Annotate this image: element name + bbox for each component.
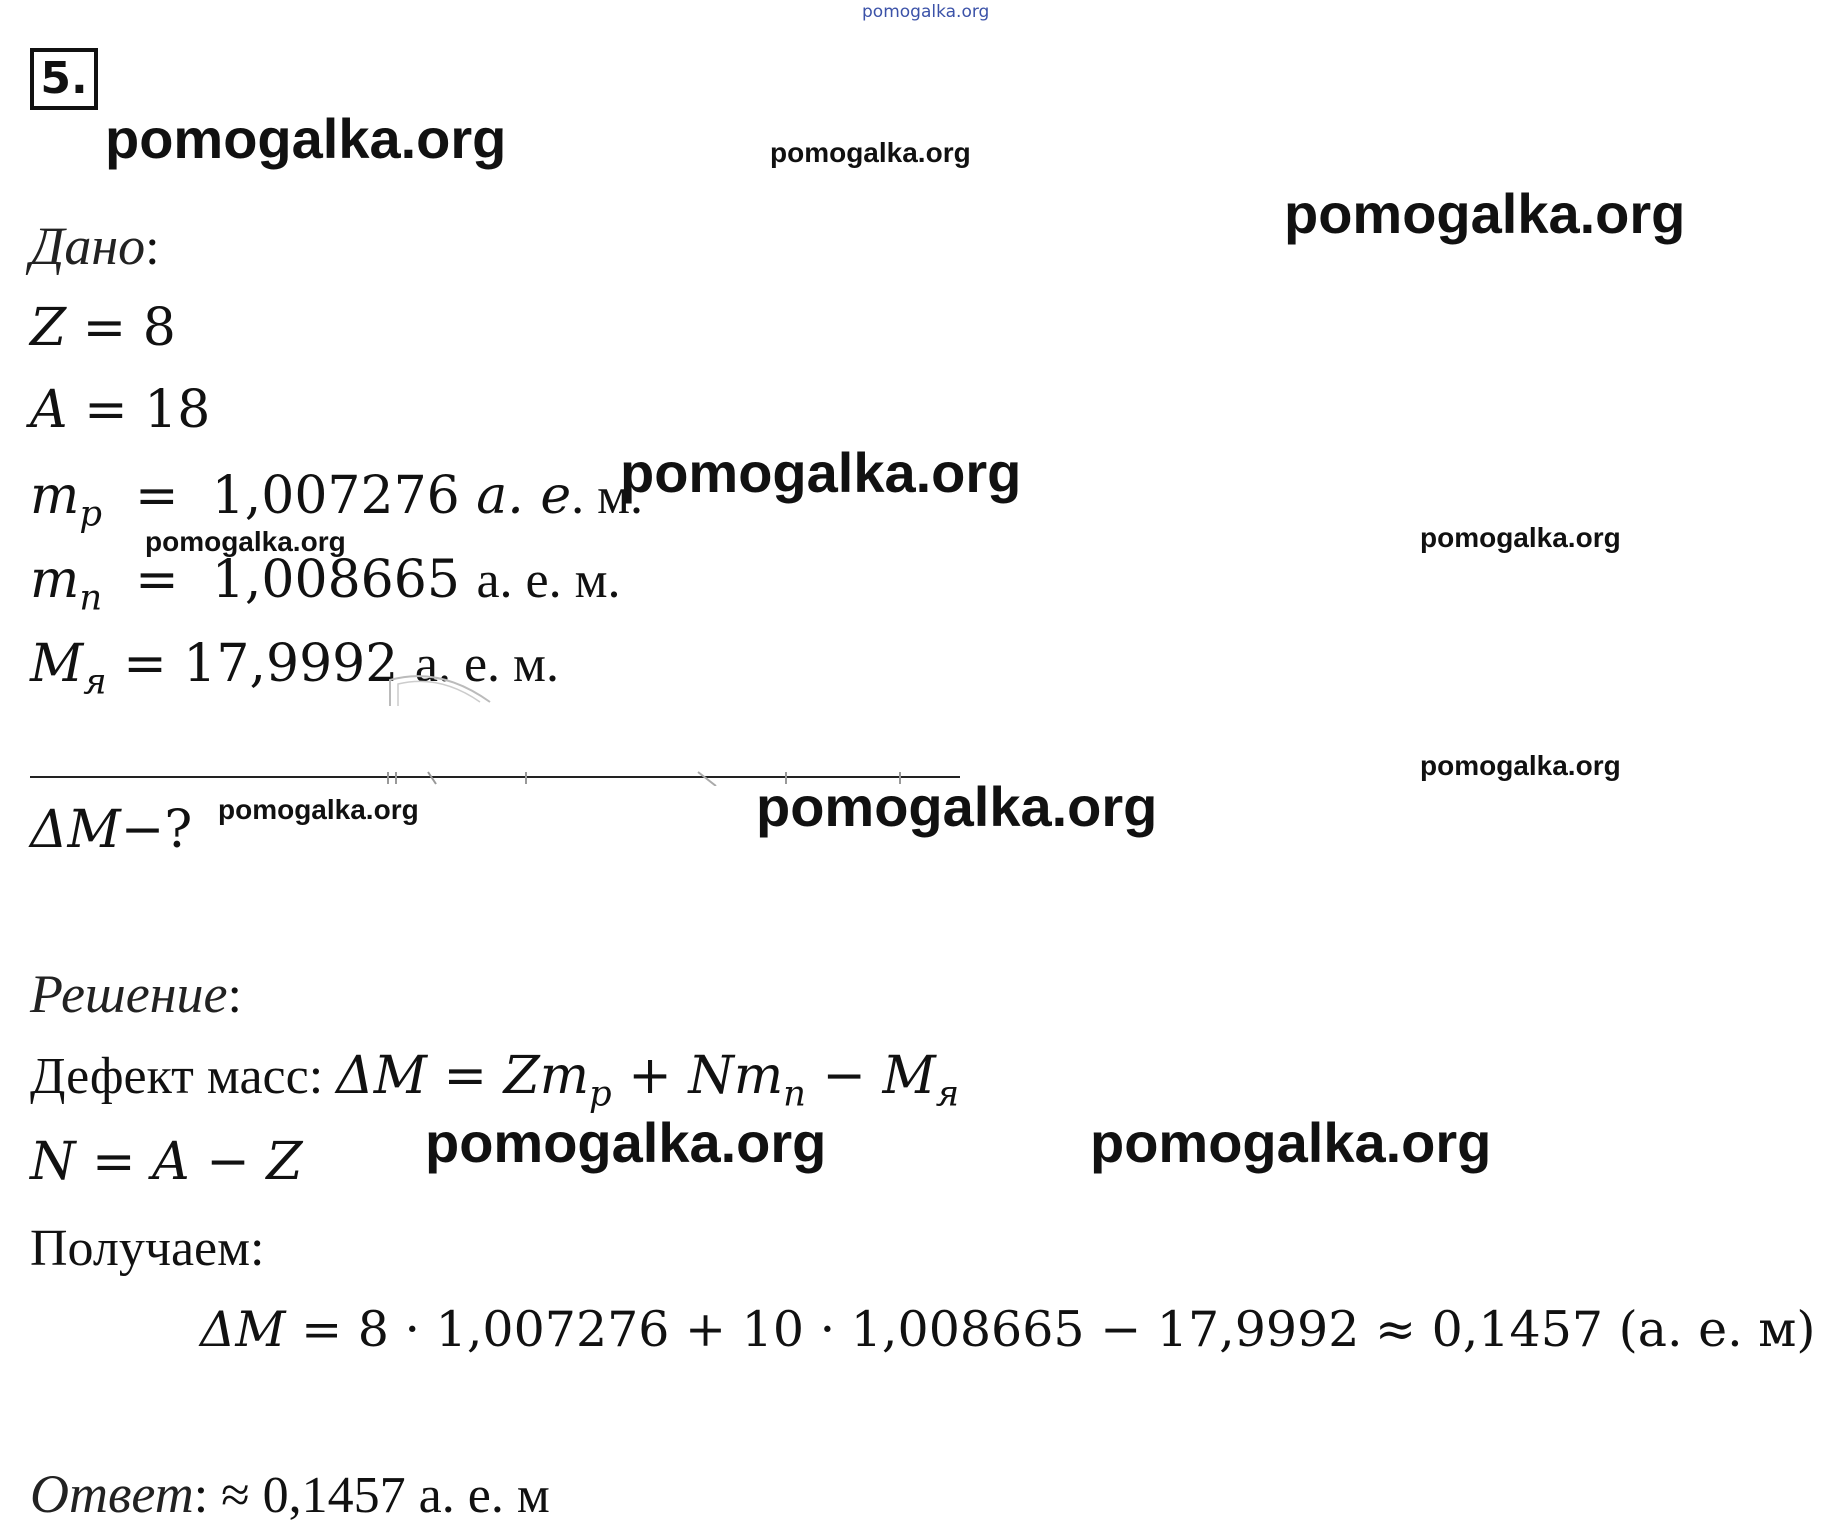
calc-lhs: ΔM	[200, 1301, 286, 1358]
n-eq: =	[75, 1132, 153, 1192]
watermark: pomogalka.org	[425, 1111, 827, 1174]
watermark: pomogalka.org	[1090, 1111, 1492, 1174]
defect-t1-sub: p	[589, 1073, 612, 1115]
a-eq: = 18	[67, 380, 211, 440]
get-text: Получаем:	[30, 1220, 265, 1277]
defect-plus: +	[611, 1046, 689, 1106]
given-heading	[30, 216, 160, 278]
z-var: Z	[30, 298, 67, 358]
mn-var: m	[30, 550, 80, 610]
defect-lhs: ΔM	[336, 1046, 427, 1106]
watermark: pomogalka.org	[145, 526, 346, 557]
defect-t2-sub: n	[783, 1073, 806, 1115]
n-formula-line	[30, 1132, 302, 1192]
solution-heading	[30, 964, 242, 1026]
given-mp	[30, 466, 644, 535]
find-line	[30, 800, 192, 860]
given-z	[30, 298, 176, 358]
n-r2: Z	[266, 1132, 303, 1192]
solution-colon: :	[227, 967, 242, 1024]
defect-t2: Nm	[688, 1046, 784, 1106]
mp-sub: p	[79, 493, 102, 535]
watermark: pomogalka.org	[1420, 522, 1621, 553]
divider-ticks	[380, 770, 920, 786]
mp-unit-italic: а. е	[476, 466, 572, 526]
mn-sub: n	[79, 577, 103, 619]
defect-eq: =	[426, 1046, 504, 1106]
watermark: pomogalka.org	[1284, 182, 1686, 245]
a-var: A	[30, 380, 68, 440]
answer-line	[30, 1464, 550, 1526]
solution-label: Решение	[30, 964, 228, 1024]
given-colon: :	[145, 219, 160, 276]
my-var: M	[30, 634, 84, 694]
mp-eq: = 1,007276	[101, 466, 477, 526]
n-minus: −	[189, 1132, 267, 1192]
watermark: pomogalka.org	[620, 441, 1022, 504]
n-lhs: N	[30, 1132, 76, 1192]
given-a	[30, 380, 210, 440]
calc-line	[200, 1300, 1816, 1360]
watermark: pomogalka.org	[218, 794, 419, 825]
problem-number: 5.	[30, 48, 98, 110]
answer-value: ≈ 0,1457 а. е. м	[208, 1467, 550, 1524]
watermark: pomogalka.org	[105, 107, 507, 170]
given-label: Дано	[30, 216, 146, 276]
mn-unit: а. е. м.	[476, 552, 621, 609]
answer-label: Ответ	[30, 1464, 194, 1524]
get-line	[30, 1218, 264, 1279]
watermark: pomogalka.org	[770, 137, 971, 168]
defect-minus: −	[805, 1046, 883, 1106]
defect-t1: Zm	[503, 1046, 590, 1106]
watermark: pomogalka.org	[1420, 750, 1621, 781]
n-r1: A	[152, 1132, 190, 1192]
defect-text: Дефект масс:	[30, 1048, 337, 1105]
watermark: pomogalka.org	[756, 775, 1158, 838]
my-sub: я	[83, 661, 107, 703]
my-unit: а. е. м.	[414, 636, 559, 693]
mn-eq: = 1,008665	[102, 550, 477, 610]
defect-t3: M	[882, 1046, 936, 1106]
watermark-top: pomogalka.org	[862, 2, 990, 22]
defect-line	[30, 1046, 960, 1115]
z-eq: = 8	[66, 298, 176, 358]
find-var: ΔM	[30, 800, 121, 860]
calc-rhs: = 8 · 1,007276 + 10 · 1,008665 − 17,9992 ≈ 0,1457 (а. е. м)	[285, 1301, 1816, 1358]
mp-unit: . м.	[571, 468, 644, 525]
my-eq: = 17,9992	[106, 634, 415, 694]
given-mn	[30, 550, 621, 619]
answer-colon: :	[193, 1467, 209, 1524]
defect-t3-sub: я	[935, 1073, 960, 1115]
mp-var: m	[30, 466, 80, 526]
scan-artifact	[380, 672, 500, 708]
find-rest: −?	[120, 800, 193, 860]
